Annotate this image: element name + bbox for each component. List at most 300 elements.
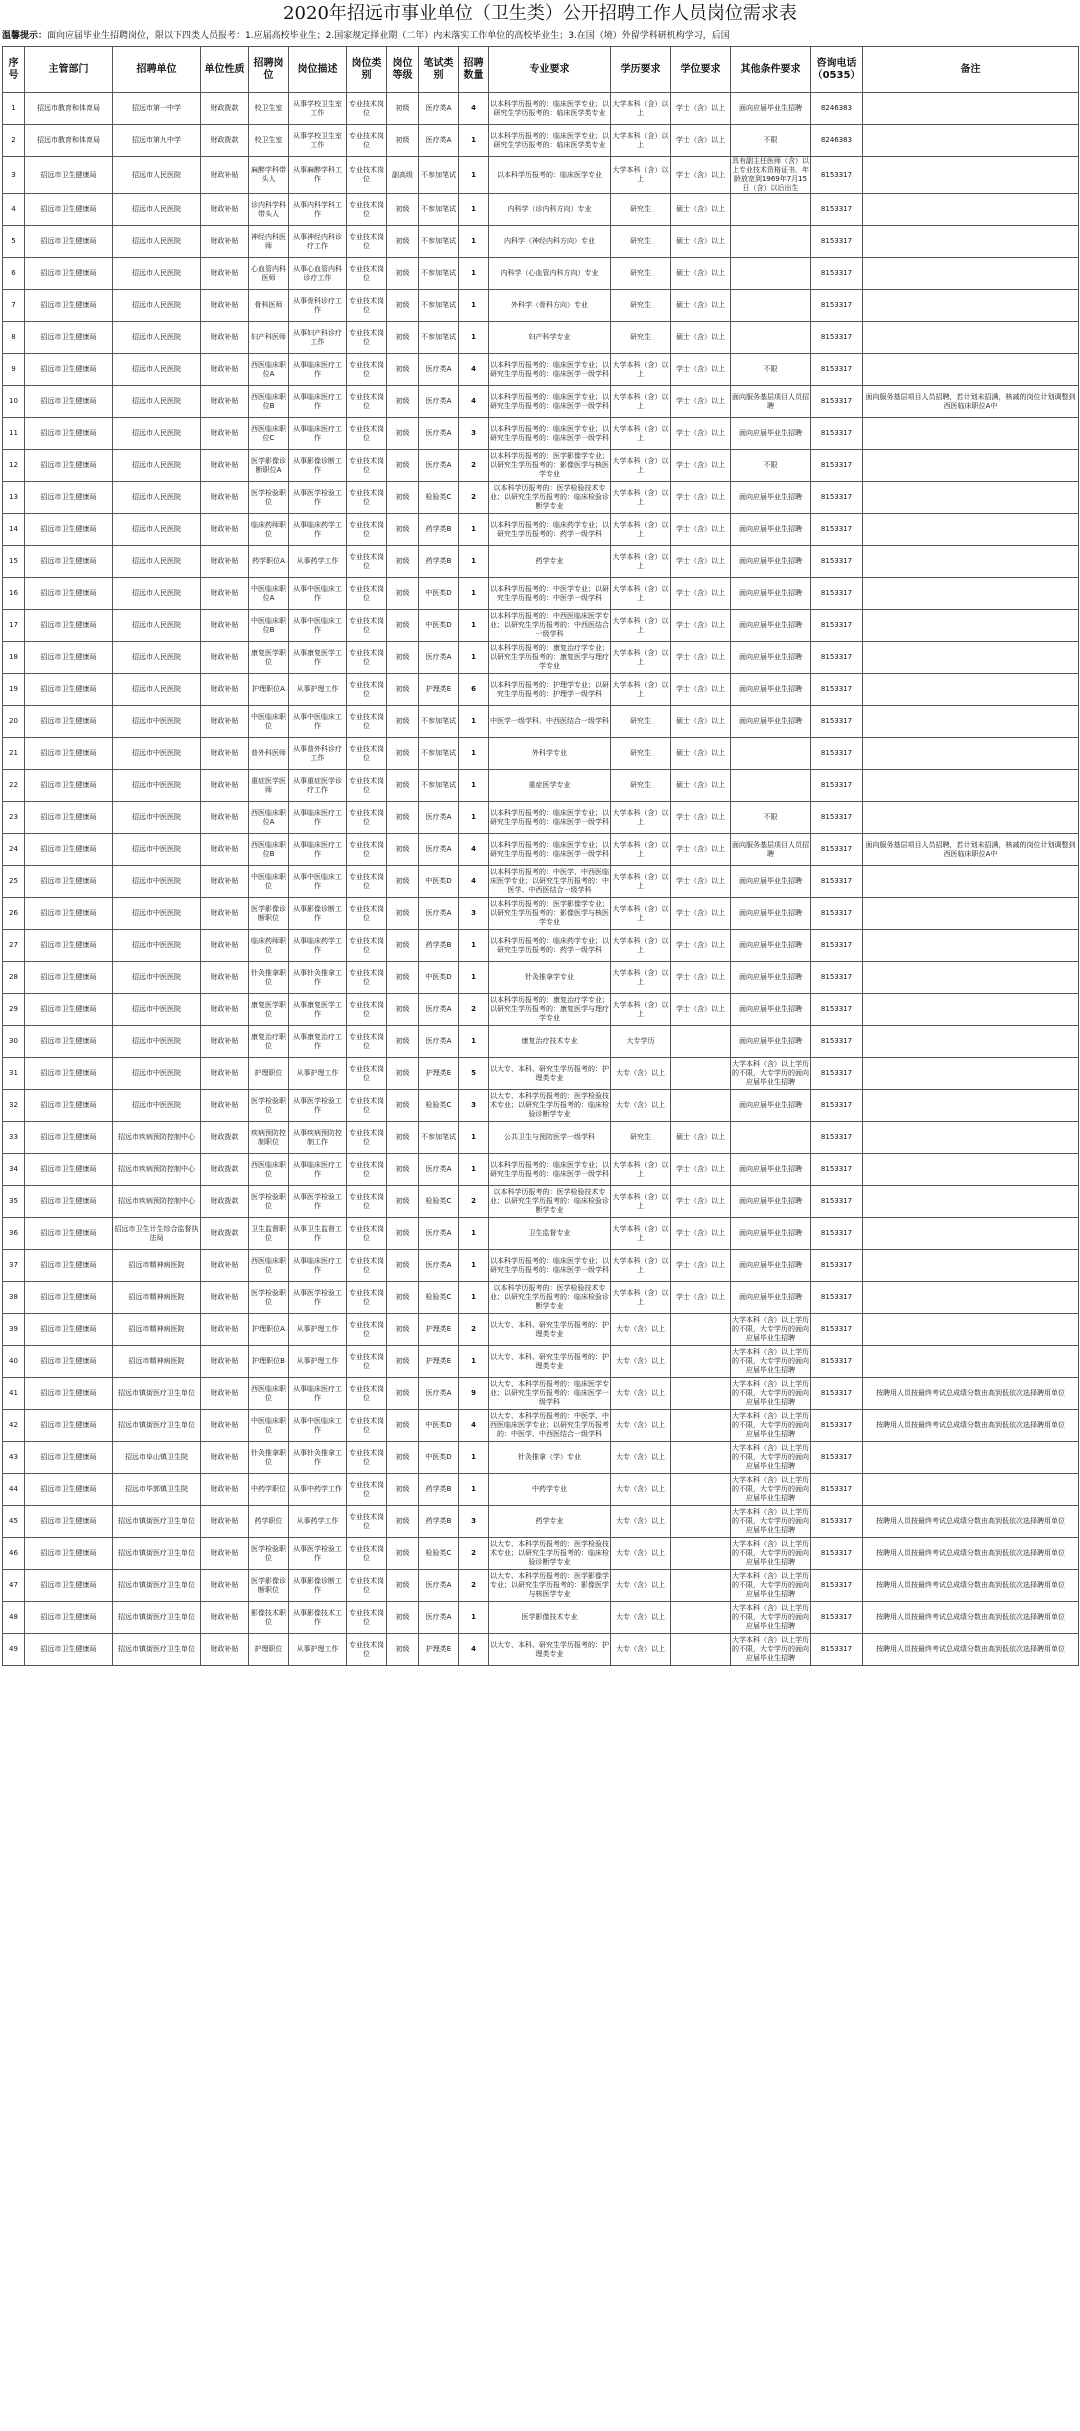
col-department-cell: 招远市卫生健康局 — [25, 1378, 113, 1410]
col-exam-type-cell: 医疗类A — [419, 994, 459, 1026]
col-count-cell: 4 — [459, 866, 489, 898]
col-department-cell: 招远市卫生健康局 — [25, 1346, 113, 1378]
col-employer-cell: 招远市人民医院 — [113, 354, 201, 386]
col-position-cell: 康复治疗职位 — [249, 1026, 289, 1058]
col-employer-cell: 招远市人民医院 — [113, 450, 201, 482]
col-unit-nature-cell: 财政补贴 — [201, 418, 249, 450]
col-category-cell: 专业技术岗位 — [347, 1282, 387, 1314]
col-description-cell: 从事护理工作 — [289, 674, 347, 706]
col-department-header: 主管部门 — [25, 47, 113, 93]
col-unit-nature-cell: 财政补贴 — [201, 578, 249, 610]
col-major-cell: 以大专、本科学历报考的：医学影像学专业；以研究生学历报考的：影像医学与核医学专业 — [489, 1570, 611, 1602]
col-remarks-cell — [863, 1090, 1079, 1122]
col-count-cell: 1 — [459, 802, 489, 834]
col-education-cell: 大专（含）以上 — [611, 1538, 671, 1570]
col-exam-type-cell: 不参加笔试 — [419, 1122, 459, 1154]
col-position-cell: 卫生监督职位 — [249, 1218, 289, 1250]
col-position-cell: 护理职位A — [249, 674, 289, 706]
col-degree-cell: 硕士（含）以上 — [671, 226, 731, 258]
col-unit-nature-cell: 财政补贴 — [201, 290, 249, 322]
col-education-cell: 大专（含）以上 — [611, 1634, 671, 1666]
col-description-cell: 从事临床药学工作 — [289, 930, 347, 962]
col-education-cell: 大学本科（含）以上 — [611, 1186, 671, 1218]
col-phone-cell: 8153317 — [811, 194, 863, 226]
col-remarks-cell — [863, 1314, 1079, 1346]
col-level-cell: 初级 — [387, 482, 419, 514]
col-education-cell: 大学本科（含）以上 — [611, 450, 671, 482]
col-education-cell: 研究生 — [611, 706, 671, 738]
col-level-cell: 初级 — [387, 125, 419, 157]
col-count-cell: 1 — [459, 962, 489, 994]
table-row — [3, 157, 1079, 194]
table-row — [3, 1058, 1079, 1090]
col-category-cell: 专业技术岗位 — [347, 930, 387, 962]
col-description-cell: 从事学校卫生室工作 — [289, 125, 347, 157]
col-other-cell: 不限 — [731, 802, 811, 834]
col-category-cell: 专业技术岗位 — [347, 738, 387, 770]
col-position-cell: 影像技术职位 — [249, 1602, 289, 1634]
col-major-cell: 以本科学历报考的：康复治疗学专业；以研究生学历报考的：康复医学与理疗学专业 — [489, 642, 611, 674]
col-level-cell: 初级 — [387, 1506, 419, 1538]
col-department-cell: 招远市卫生健康局 — [25, 1058, 113, 1090]
col-major-cell: 药学专业 — [489, 546, 611, 578]
col-remarks-cell — [863, 482, 1079, 514]
col-major-cell: 康复治疗技术专业 — [489, 1026, 611, 1058]
col-index-cell: 11 — [3, 418, 25, 450]
col-degree-cell: 硕士（含）以上 — [671, 194, 731, 226]
col-degree-cell: 学士（含）以上 — [671, 834, 731, 866]
col-level-header: 岗位等级 — [387, 47, 419, 93]
col-degree-cell — [671, 1090, 731, 1122]
col-department-cell: 招远市卫生健康局 — [25, 157, 113, 194]
col-unit-nature-cell: 财政补贴 — [201, 450, 249, 482]
col-department-cell: 招远市卫生健康局 — [25, 962, 113, 994]
col-major-cell: 以大专、本科、研究生学历报考的：护理类专业 — [489, 1634, 611, 1666]
col-major-cell: 药学专业 — [489, 1506, 611, 1538]
col-index-cell: 3 — [3, 157, 25, 194]
col-level-cell: 初级 — [387, 1602, 419, 1634]
col-other-cell: 不限 — [731, 450, 811, 482]
col-position-cell: 针灸推拿职位 — [249, 962, 289, 994]
col-count-cell: 1 — [459, 226, 489, 258]
col-remarks-cell — [863, 1474, 1079, 1506]
col-major-cell: 中医学一级学科、中西医结合一级学科 — [489, 706, 611, 738]
col-level-cell: 初级 — [387, 1378, 419, 1410]
col-unit-nature-cell: 财政补贴 — [201, 194, 249, 226]
col-phone-cell: 8153317 — [811, 1506, 863, 1538]
col-major-cell: 以本科学历报考的：临床医学专业；以研究生学历报考的：临床医学类专业 — [489, 125, 611, 157]
col-category-cell: 专业技术岗位 — [347, 194, 387, 226]
col-exam-type-cell: 检验类C — [419, 482, 459, 514]
col-remarks-cell: 面向服务基层项目人员招聘，若计划未招满，核减的岗位计划调整到西医临床职位A中 — [863, 386, 1079, 418]
col-education-cell: 大学本科（含）以上 — [611, 1154, 671, 1186]
col-degree-cell — [671, 1442, 731, 1474]
col-position-cell: 西医临床职位 — [249, 1154, 289, 1186]
col-education-cell: 研究生 — [611, 770, 671, 802]
col-other-cell: 大学本科（含）以上学历的不限，大专学历的面向应届毕业生招聘 — [731, 1602, 811, 1634]
col-degree-cell — [671, 1314, 731, 1346]
col-other-cell: 具有副主任医师（含）以上专业技术资格证书，年龄放宽到1969年7月15日（含）以后出生 — [732, 157, 809, 192]
col-other-cell — [731, 770, 811, 802]
col-index-cell: 30 — [3, 1026, 25, 1058]
col-index-cell: 29 — [3, 994, 25, 1026]
col-major-cell: 以本科学历报考的：临床医学专业；以研究生学历报考的：临床医学一级学科 — [489, 354, 611, 386]
col-unit-nature-cell: 财政补贴 — [201, 1570, 249, 1602]
table-row — [3, 1122, 1079, 1154]
col-remarks-cell — [863, 1282, 1079, 1314]
col-phone-cell: 8246383 — [811, 93, 863, 125]
col-category-cell: 专业技术岗位 — [347, 1090, 387, 1122]
col-remarks-cell — [863, 546, 1079, 578]
col-unit-nature-cell: 财政补贴 — [201, 1250, 249, 1282]
col-category-cell: 专业技术岗位 — [347, 125, 387, 157]
col-remarks-cell — [863, 1346, 1079, 1378]
col-other-cell: 大学本科（含）以上学历的不限，大专学历的面向应届毕业生招聘 — [731, 1506, 811, 1538]
col-education-cell: 大专（含）以上 — [611, 1506, 671, 1538]
col-exam-type-cell: 医疗类A — [419, 1378, 459, 1410]
col-phone-cell: 8153317 — [811, 770, 863, 802]
col-exam-type-cell: 医疗类A — [419, 834, 459, 866]
col-index-cell: 22 — [3, 770, 25, 802]
col-major-cell: 以本科学历报考的：中西医临床医学专业；以研究生学历报考的：中西医结合一级学科 — [489, 610, 611, 642]
col-exam-type-cell: 护理类E — [419, 1346, 459, 1378]
col-index-cell: 44 — [3, 1474, 25, 1506]
col-degree-cell — [671, 1570, 731, 1602]
col-employer-cell: 招远市镇街医疗卫生单位 — [113, 1602, 201, 1634]
col-index-cell: 33 — [3, 1122, 25, 1154]
col-remarks-cell — [863, 258, 1079, 290]
table-row — [3, 514, 1079, 546]
col-employer-cell: 招远市人民医院 — [113, 258, 201, 290]
col-unit-nature-cell: 财政补贴 — [201, 386, 249, 418]
col-category-cell: 专业技术岗位 — [347, 706, 387, 738]
col-count-cell: 3 — [459, 898, 489, 930]
col-level-cell: 初级 — [387, 1410, 419, 1442]
col-department-cell: 招远市卫生健康局 — [25, 930, 113, 962]
col-degree-cell: 学士（含）以上 — [671, 930, 731, 962]
col-remarks-cell — [863, 962, 1079, 994]
col-phone-cell: 8153317 — [811, 418, 863, 450]
col-description-cell: 从事神经内科诊疗工作 — [289, 226, 347, 258]
col-other-cell: 面向应届毕业生招聘 — [731, 1154, 811, 1186]
col-count-cell: 1 — [459, 125, 489, 157]
col-education-cell: 大学本科（含）以上 — [611, 125, 671, 157]
col-employer-cell: 招远市中医医院 — [113, 1090, 201, 1122]
table-row — [3, 546, 1079, 578]
col-major-cell: 以大专、本科学历报考的：中医学、中西医临床医学专业；以研究生学历报考的：中医学、中西医结合一级学科 — [489, 1410, 611, 1442]
col-degree-cell: 学士（含）以上 — [671, 514, 731, 546]
col-education-cell: 大专（含）以上 — [611, 1570, 671, 1602]
col-department-cell: 招远市教育和体育局 — [25, 93, 113, 125]
col-department-cell: 招远市卫生健康局 — [25, 866, 113, 898]
col-other-cell: 不限 — [731, 354, 811, 386]
col-exam-type-cell: 医疗类A — [419, 1154, 459, 1186]
col-degree-cell: 学士（含）以上 — [671, 450, 731, 482]
col-department-cell: 招远市卫生健康局 — [25, 578, 113, 610]
col-exam-type-cell: 医疗类A — [419, 386, 459, 418]
col-unit-nature-cell: 财政补贴 — [201, 930, 249, 962]
col-remarks-cell: 按聘用人员按最终考试总成绩分数由高到低依次选择聘用单位 — [863, 1538, 1079, 1570]
col-major-cell: 中药学专业 — [489, 1474, 611, 1506]
col-description-cell: 从事妇产科诊疗工作 — [289, 322, 347, 354]
col-description-cell: 从事影像技术工作 — [289, 1602, 347, 1634]
col-department-cell: 招远市卫生健康局 — [25, 1186, 113, 1218]
col-position-cell: 中药学职位 — [249, 1474, 289, 1506]
col-phone-cell: 8153317 — [811, 1474, 863, 1506]
col-description-cell: 从事临床医疗工作 — [289, 1154, 347, 1186]
col-phone-cell: 8153317 — [811, 1378, 863, 1410]
col-description-cell: 从事医学检验工作 — [289, 1282, 347, 1314]
col-major-cell: 以大专、本科、研究生学历报考的：护理类专业 — [489, 1346, 611, 1378]
col-category-cell: 专业技术岗位 — [347, 578, 387, 610]
col-remarks-cell: 按聘用人员按最终考试总成绩分数由高到低依次选择聘用单位 — [863, 1570, 1079, 1602]
col-level-cell: 初级 — [387, 770, 419, 802]
col-department-cell: 招远市卫生健康局 — [25, 1602, 113, 1634]
col-degree-cell: 硕士（含）以上 — [671, 706, 731, 738]
col-count-cell: 9 — [459, 1378, 489, 1410]
col-education-cell: 大学本科（含）以上 — [611, 93, 671, 125]
col-index-cell: 12 — [3, 450, 25, 482]
col-phone-cell: 8153317 — [811, 642, 863, 674]
col-degree-cell — [671, 1058, 731, 1090]
col-department-cell: 招远市卫生健康局 — [25, 1282, 113, 1314]
col-position-cell: 西医临床职位 — [249, 1250, 289, 1282]
col-employer-cell: 招远市精神病医院 — [113, 1282, 201, 1314]
col-position-cell: 医学检验职位 — [249, 482, 289, 514]
col-remarks-cell — [863, 125, 1079, 157]
col-major-header: 专业要求 — [489, 47, 611, 93]
col-description-cell: 从事药学工作 — [289, 546, 347, 578]
col-category-cell: 专业技术岗位 — [347, 834, 387, 866]
col-department-cell: 招远市卫生健康局 — [25, 1154, 113, 1186]
col-exam-type-cell: 医疗类A — [419, 1250, 459, 1282]
col-position-cell: 中医临床职位 — [249, 1410, 289, 1442]
col-department-cell: 招远市卫生健康局 — [25, 834, 113, 866]
col-other-header: 其他条件要求 — [731, 47, 811, 93]
col-count-cell: 1 — [459, 546, 489, 578]
table-row — [3, 1442, 1079, 1474]
col-employer-cell: 招远市人民医院 — [113, 642, 201, 674]
col-remarks-cell: 面向服务基层项目人员招聘，若计划未招满，核减的岗位计划调整到西医临床职位A中 — [863, 834, 1079, 866]
col-position-cell: 重症医学医师 — [249, 770, 289, 802]
col-position-cell: 中医临床职位A — [249, 578, 289, 610]
col-position-cell: 西医临床职位A — [249, 802, 289, 834]
col-position-cell: 针灸推拿职位 — [249, 1442, 289, 1474]
col-index-cell: 34 — [3, 1154, 25, 1186]
col-department-cell: 招远市卫生健康局 — [25, 290, 113, 322]
col-department-cell: 招远市卫生健康局 — [25, 1410, 113, 1442]
col-count-cell: 1 — [459, 642, 489, 674]
col-department-cell: 招远市卫生健康局 — [25, 898, 113, 930]
col-count-cell: 1 — [459, 610, 489, 642]
col-education-cell: 大学本科（含）以上 — [611, 1218, 671, 1250]
col-employer-cell: 招远市精神病医院 — [113, 1250, 201, 1282]
col-index-cell: 47 — [3, 1570, 25, 1602]
col-other-cell — [731, 226, 811, 258]
col-description-cell: 从事针灸推拿工作 — [289, 962, 347, 994]
col-remarks-cell — [863, 157, 1079, 194]
col-degree-cell: 学士（含）以上 — [671, 1186, 731, 1218]
col-description-cell: 从事影像诊断工作 — [289, 1570, 347, 1602]
table-row — [3, 1538, 1079, 1570]
col-exam-type-cell: 药学类B — [419, 1474, 459, 1506]
col-index-cell: 32 — [3, 1090, 25, 1122]
col-degree-cell: 学士（含）以上 — [671, 386, 731, 418]
col-count-cell: 5 — [459, 1058, 489, 1090]
col-department-cell: 招远市卫生健康局 — [25, 226, 113, 258]
col-exam-type-cell: 检验类C — [419, 1090, 459, 1122]
col-category-cell: 专业技术岗位 — [347, 1122, 387, 1154]
col-exam-type-cell: 中医类D — [419, 1410, 459, 1442]
col-level-cell: 初级 — [387, 1026, 419, 1058]
col-count-cell: 1 — [459, 258, 489, 290]
col-department-cell: 招远市卫生健康局 — [25, 1122, 113, 1154]
col-position-cell: 西医临床职位 — [249, 1378, 289, 1410]
col-education-cell: 大学本科（含）以上 — [611, 514, 671, 546]
col-description-cell: 从事护理工作 — [289, 1346, 347, 1378]
col-department-cell: 招远市卫生健康局 — [25, 706, 113, 738]
col-major-cell: 外科学（骨科方向）专业 — [489, 290, 611, 322]
col-department-cell: 招远市卫生健康局 — [25, 258, 113, 290]
col-unit-nature-cell: 财政补贴 — [201, 258, 249, 290]
col-category-cell: 专业技术岗位 — [347, 1346, 387, 1378]
col-exam-type-cell: 医疗类A — [419, 450, 459, 482]
col-level-cell: 初级 — [387, 1186, 419, 1218]
col-employer-cell: 招远市中医医院 — [113, 1058, 201, 1090]
col-unit-nature-cell: 财政补贴 — [201, 1282, 249, 1314]
table-row — [3, 290, 1079, 322]
col-description-cell: 从事临床药学工作 — [289, 514, 347, 546]
col-description-cell: 从事影像诊断工作 — [289, 898, 347, 930]
table-row — [3, 1314, 1079, 1346]
col-education-cell: 大学本科（含）以上 — [611, 898, 671, 930]
col-unit-nature-cell: 财政拨款 — [201, 1122, 249, 1154]
col-education-cell: 研究生 — [611, 290, 671, 322]
col-remarks-cell — [863, 994, 1079, 1026]
col-phone-cell: 8153317 — [811, 898, 863, 930]
col-remarks-cell: 按聘用人员按最终考试总成绩分数由高到低依次选择聘用单位 — [863, 1634, 1079, 1666]
col-level-cell: 初级 — [387, 1314, 419, 1346]
col-department-cell: 招远市卫生健康局 — [25, 1442, 113, 1474]
col-position-cell: 西医临床职位C — [249, 418, 289, 450]
col-other-cell: 大学本科（含）以上学历的不限，大专学历的面向应届毕业生招聘 — [731, 1634, 811, 1666]
col-employer-cell: 招远市中医医院 — [113, 738, 201, 770]
col-employer-cell: 招远市中医医院 — [113, 962, 201, 994]
col-description-cell: 从事心血管内科诊疗工作 — [289, 258, 347, 290]
col-position-cell: 护理职位A — [249, 1314, 289, 1346]
col-level-cell: 初级 — [387, 226, 419, 258]
col-level-cell: 初级 — [387, 1218, 419, 1250]
col-level-cell: 初级 — [387, 450, 419, 482]
col-remarks-cell — [863, 1122, 1079, 1154]
table-row — [3, 1570, 1079, 1602]
col-other-cell: 面向应届毕业生招聘 — [731, 1282, 811, 1314]
col-employer-cell: 招远市人民医院 — [113, 157, 201, 194]
col-category-cell: 专业技术岗位 — [347, 1378, 387, 1410]
col-level-cell: 初级 — [387, 1538, 419, 1570]
col-position-cell: 护理职位B — [249, 1346, 289, 1378]
col-employer-cell: 招远市阜山镇卫生院 — [113, 1442, 201, 1474]
col-education-cell: 大专（含）以上 — [611, 1378, 671, 1410]
col-department-cell: 招远市卫生健康局 — [25, 386, 113, 418]
col-education-cell: 大专（含）以上 — [611, 1442, 671, 1474]
col-major-cell: 以大专、本科学历报考的：临床医学专业；以研究生学历报考的：临床医学一级学科 — [489, 1378, 611, 1410]
col-remarks-cell — [863, 610, 1079, 642]
col-description-cell: 从事医学检验工作 — [289, 482, 347, 514]
col-level-cell: 初级 — [387, 514, 419, 546]
col-index-cell: 9 — [3, 354, 25, 386]
col-level-cell: 初级 — [387, 1058, 419, 1090]
table-row — [3, 610, 1079, 642]
col-phone-cell: 8153317 — [811, 802, 863, 834]
col-description-cell: 从事疾病预防控制工作 — [289, 1122, 347, 1154]
col-position-cell: 中医临床职位B — [249, 610, 289, 642]
col-major-cell: 以本科学历报考的：医学影像学专业；以研究生学历报考的：影像医学与核医学专业 — [489, 450, 611, 482]
col-major-cell: 以本科学历报考的：临床医学专业；以研究生学历报考的：临床医学一级学科 — [489, 802, 611, 834]
col-index-cell: 49 — [3, 1634, 25, 1666]
col-exam-type-cell: 不参加笔试 — [419, 258, 459, 290]
col-unit-nature-cell: 财政补贴 — [201, 1026, 249, 1058]
col-education-cell: 大专（含）以上 — [611, 1058, 671, 1090]
col-department-cell: 招远市卫生健康局 — [25, 802, 113, 834]
col-degree-cell: 硕士（含）以上 — [671, 770, 731, 802]
col-other-cell: 面向服务基层项目人员招聘 — [731, 386, 811, 418]
col-remarks-cell — [863, 802, 1079, 834]
col-category-cell: 专业技术岗位 — [347, 1442, 387, 1474]
col-major-cell: 以大专、本科学历报考的：医学检验技术专业；以研究生学历报考的：临床检验诊断学专业 — [489, 1538, 611, 1570]
col-category-cell: 专业技术岗位 — [347, 1506, 387, 1538]
col-count-cell: 1 — [459, 1218, 489, 1250]
col-index-cell: 43 — [3, 1442, 25, 1474]
col-unit-nature-cell: 财政补贴 — [201, 1410, 249, 1442]
col-education-cell: 大学本科（含）以上 — [611, 482, 671, 514]
col-index-cell: 6 — [3, 258, 25, 290]
col-unit-nature-cell: 财政补贴 — [201, 962, 249, 994]
col-index-cell: 19 — [3, 674, 25, 706]
col-unit-nature-cell: 财政补贴 — [201, 1442, 249, 1474]
col-index-cell: 24 — [3, 834, 25, 866]
col-other-cell: 面向应届毕业生招聘 — [731, 674, 811, 706]
col-position-cell: 疾病预防控制职位 — [249, 1122, 289, 1154]
col-phone-cell: 8153317 — [811, 866, 863, 898]
col-employer-cell: 招远市疾病预防控制中心 — [113, 1186, 201, 1218]
col-phone-cell: 8153317 — [811, 482, 863, 514]
col-remarks-cell — [863, 450, 1079, 482]
col-degree-cell: 硕士（含）以上 — [671, 258, 731, 290]
table-row — [3, 674, 1079, 706]
col-description-cell: 从事康复医学工作 — [289, 994, 347, 1026]
col-position-cell: 护理职位 — [249, 1058, 289, 1090]
col-major-cell: 重症医学专业 — [489, 770, 611, 802]
col-phone-cell: 8153317 — [811, 1090, 863, 1122]
table-row — [3, 93, 1079, 125]
col-degree-cell: 学士（含）以上 — [671, 802, 731, 834]
col-degree-cell — [671, 1346, 731, 1378]
col-major-cell: 卫生监督专业 — [489, 1218, 611, 1250]
col-description-cell: 从事临床医疗工作 — [289, 418, 347, 450]
col-education-cell: 大学本科（含）以上 — [611, 418, 671, 450]
col-education-cell: 大专（含）以上 — [611, 1602, 671, 1634]
col-exam-type-cell: 药学类B — [419, 514, 459, 546]
col-degree-cell — [671, 1474, 731, 1506]
col-major-cell: 以本科学历报考的：医学影像学专业；以研究生学历报考的：影像医学与核医学专业 — [489, 898, 611, 930]
col-degree-cell — [671, 1634, 731, 1666]
col-position-cell: 诊内科学科带头人 — [249, 194, 289, 226]
table-row — [3, 1378, 1079, 1410]
col-index-cell: 8 — [3, 322, 25, 354]
col-level-cell: 初级 — [387, 354, 419, 386]
col-unit-nature-cell: 财政补贴 — [201, 1538, 249, 1570]
